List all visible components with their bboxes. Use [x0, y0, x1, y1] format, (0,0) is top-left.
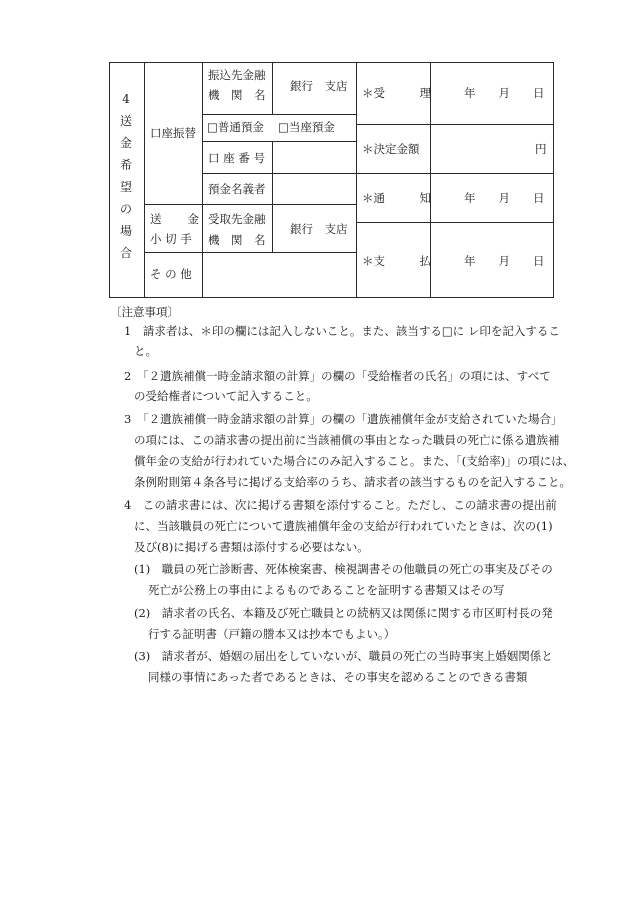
- vertical-heading-char: 金: [119, 136, 132, 150]
- soukin-label: 送 金: [150, 212, 200, 226]
- table-divider: [272, 204, 273, 252]
- furikomi-bank-label: 機 関 名: [208, 88, 266, 102]
- touza-yokin-checkbox[interactable]: □当座預金: [278, 120, 335, 134]
- kettei-kingaku-label: ＊決定金額: [362, 142, 420, 156]
- table-divider: [356, 124, 554, 125]
- vertical-heading: [118, 88, 134, 264]
- note-line: 及び(8)に掲げる書類は添付する必要はない。: [134, 540, 369, 554]
- note-line: と。: [134, 344, 157, 358]
- table-divider: [144, 204, 356, 205]
- note-line: の受給権者について記入すること。: [134, 389, 318, 403]
- note-line: (2) 請求者の氏名、本籍及び死亡職員との続柄又は関係に関する市区町村長の発: [134, 606, 553, 620]
- note-line: 3 「２遺族補償一時金請求額の計算」の欄の「遺族補償年金が支給されていた場合」: [124, 412, 563, 426]
- table-divider: [202, 173, 356, 174]
- shiharai-label: ＊支 払: [362, 254, 431, 268]
- table-divider: [356, 62, 357, 298]
- table-divider: [202, 141, 356, 142]
- tsuchi-date-field[interactable]: 年 月 日: [464, 191, 545, 205]
- uketori-bank-label: 機 関 名: [208, 233, 266, 247]
- note-line: 4 この請求書には、次に掲げる書類を添付すること。ただし、この請求書の提出前: [124, 498, 557, 512]
- table-divider: [356, 173, 554, 174]
- vertical-heading-char: 合: [119, 246, 132, 260]
- futsuu-yokin-checkbox[interactable]: □普通預金: [207, 120, 264, 134]
- note-line: (1) 職員の死亡診断書、死体検案書、検視調書その他職員の死亡の事実及びその: [134, 562, 553, 576]
- table-border-bottom: [109, 297, 554, 298]
- tsuchi-label: ＊通 知: [362, 191, 431, 205]
- juri-date-field[interactable]: 年 月 日: [464, 86, 545, 100]
- kouza-furikae-label: 口座振替: [150, 126, 196, 140]
- note-line: 条例附則第４条各号に掲げる支給率のうち、請求者の該当するものを記入すること。: [134, 475, 571, 489]
- yokin-meigi-label: 預金名義者: [208, 182, 266, 196]
- table-divider: [356, 222, 554, 223]
- note-line: 死亡が公務上の事由によるものであることを証明する書類又はその写: [148, 583, 505, 597]
- table-border-right: [553, 62, 554, 298]
- table-divider: [144, 62, 145, 298]
- vertical-heading-char: の: [119, 202, 132, 216]
- note-line: の項には、この請求書の提出前に当該補償の事由となった職員の死亡に係る遺族補: [134, 433, 560, 447]
- note-line: (3) 請求者が、婚姻の届出をしていないが、職員の死亡の当時事実上婚姻関係と: [134, 649, 553, 663]
- table-border-left: [109, 62, 110, 298]
- ginkou-shiten-field[interactable]: 銀行 支店: [290, 222, 348, 236]
- vertical-heading-char: 4: [122, 92, 130, 106]
- table-divider: [144, 252, 356, 253]
- juri-label: ＊受 理: [362, 86, 431, 100]
- vertical-heading-char: 希: [119, 158, 132, 172]
- uketori-bank-label: 受取先金融: [208, 212, 266, 226]
- kouza-bangou-label: 口 座 番 号: [208, 151, 265, 165]
- table-divider: [202, 114, 356, 115]
- kettei-yen-field[interactable]: 円: [535, 142, 547, 156]
- vertical-heading-char: 送: [119, 114, 132, 128]
- note-line: 1 請求者は、＊印の欄には記入しないこと。また、該当する□に レ印を記入するこ: [124, 324, 560, 338]
- notes-heading: 〔注意事項〕: [110, 305, 179, 319]
- note-line: 償年金の支給が行われていた場合にのみ記入すること。また、「(支給率)」の項には、: [134, 454, 575, 468]
- furikomi-bank-label: 振込先金融: [208, 68, 266, 82]
- table-divider: [272, 62, 273, 114]
- kogitte-label: 小 切 手: [150, 232, 192, 246]
- sonota-label: そ の 他: [150, 267, 192, 281]
- table-border-top: [109, 62, 554, 63]
- shiharai-date-field[interactable]: 年 月 日: [464, 254, 545, 268]
- table-divider: [202, 62, 203, 298]
- note-line: 2 「２遺族補償一時金請求額の計算」の欄の「受給権者の氏名」の項には、すべて: [124, 369, 551, 383]
- note-line: に、当該職員の死亡について遺族補償年金の支給が行われていたときは、次の(1): [134, 519, 553, 533]
- note-line: 同様の事情にあった者であるときは、その事実を認めることのできる書類: [148, 670, 528, 684]
- ginkou-shiten-field[interactable]: 銀行 支店: [290, 79, 348, 93]
- note-line: 行する証明書（戸籍の謄本又は抄本でもよい。）: [148, 627, 396, 641]
- vertical-heading-char: 場: [119, 224, 132, 238]
- vertical-heading-char: 望: [119, 180, 132, 194]
